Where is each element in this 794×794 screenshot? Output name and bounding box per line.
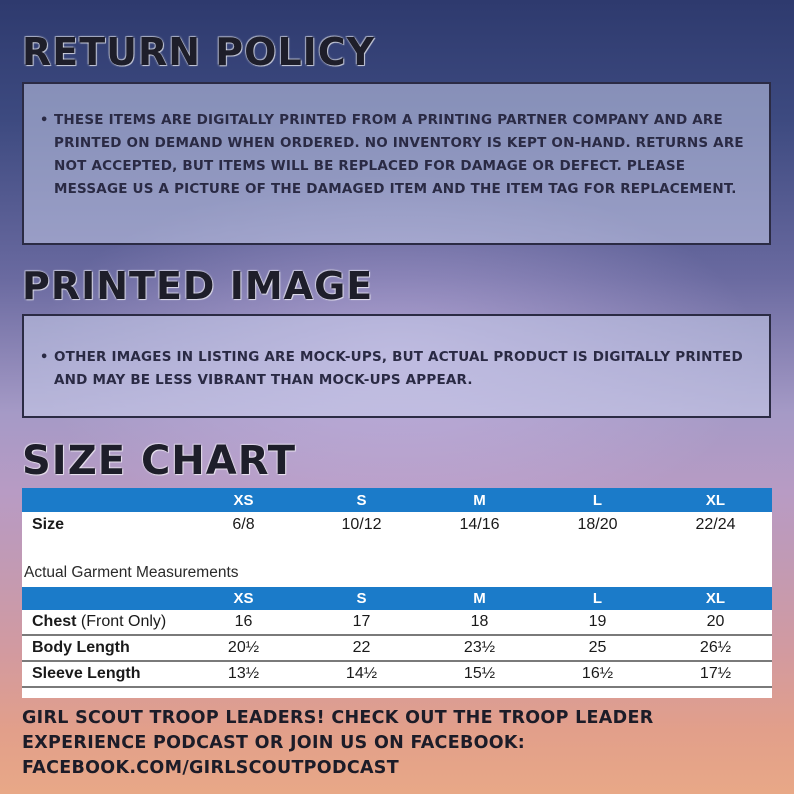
chest-row	[22, 610, 772, 636]
row-label	[22, 613, 180, 631]
header-cell-m: M	[473, 590, 486, 607]
row-label-note: (Front Only)	[76, 613, 167, 630]
table-cell: 22	[352, 639, 371, 656]
printed-image-bullet-item	[40, 346, 755, 392]
return-policy-box	[22, 82, 771, 245]
header-cell-m: M	[473, 491, 486, 509]
table-cell: 18/20	[577, 516, 618, 533]
table-cell: 14/16	[459, 516, 500, 533]
size-header-row	[22, 488, 772, 512]
row-label: Size	[32, 516, 65, 533]
footer-line-1: GIRL SCOUT TROOP LEADERS! CHECK OUT THE TROOP LEADER	[22, 708, 654, 728]
size-chart-heading: SIZE CHART	[22, 438, 297, 484]
row-label	[22, 665, 180, 683]
bullet-icon: •	[40, 350, 49, 365]
size-row	[22, 512, 772, 538]
table-cell: 25	[588, 639, 607, 656]
footer-line-2: EXPERIENCE PODCAST OR JOIN US ON FACEBOOK:	[22, 733, 526, 753]
table-cell: 18	[470, 613, 489, 630]
header-cell-xl: XL	[705, 491, 726, 509]
header-cell-xs: XS	[233, 590, 254, 607]
size-chart-table	[22, 488, 772, 698]
header-cell-s: S	[356, 491, 367, 509]
header-cell-l: L	[592, 491, 603, 509]
table-cell: 19	[588, 613, 607, 630]
return-policy-bullet-item	[40, 109, 755, 201]
row-label	[22, 639, 180, 657]
sleeve-length-row	[22, 662, 772, 688]
table-cell: 16½	[581, 665, 614, 682]
header-cell-xs: XS	[233, 491, 254, 509]
table-cell: 22/24	[695, 516, 736, 533]
table-cell: 20	[706, 613, 725, 630]
table-cell: 16	[234, 613, 253, 630]
return-policy-heading: RETURN POLICY	[22, 30, 376, 74]
header-cell-l: L	[592, 590, 603, 607]
table-cell: 26½	[699, 639, 732, 656]
printed-image-box	[22, 314, 771, 418]
printed-image-heading: PRINTED IMAGE	[22, 264, 374, 308]
header-cell-xl: XL	[705, 590, 726, 607]
header-cell-s: S	[356, 590, 367, 607]
table-cell: 14½	[345, 665, 378, 682]
row-label-main: Chest	[32, 613, 77, 630]
table-cell: 13½	[227, 665, 260, 682]
row-label-main: Body Length	[32, 639, 130, 656]
table-cell: 17½	[699, 665, 732, 682]
printed-image-text: OTHER IMAGES IN LISTING ARE MOCK-UPS, BUT ACTUAL PRODUCT IS DIGITALLY PRINTED AND MAY BE LESS VIBRANT THAN MOCK-UPS APPEAR.	[54, 349, 743, 388]
footer-promo	[22, 706, 782, 781]
table-cell: 10/12	[341, 516, 382, 533]
table-cell: 20½	[227, 639, 260, 656]
table-cell: 17	[352, 613, 371, 630]
footer-facebook-link[interactable]: FACEBOOK.COM/GIRLSCOUTPODCAST	[22, 758, 399, 778]
measurements-header-row	[22, 587, 772, 610]
body-length-row	[22, 636, 772, 662]
return-policy-text: THESE ITEMS ARE DIGITALLY PRINTED FROM A PRINTING PARTNER COMPANY AND ARE PRINTED ON DEMAND WHEN ORDERED. NO INVENTORY IS KEPT ON-HAND. RETURNS ARE NOT ACCEPTED, BUT ITEMS WILL BE REPLACED FOR DAMAGE OR DEFECT. PLEASE MESSAGE US A PICTURE OF THE DAMAGED ITEM AND THE ITEM TAG FOR REPLACEMENT.	[54, 112, 744, 197]
measurements-caption: Actual Garment Measurements	[24, 564, 239, 581]
table-cell: 15½	[463, 665, 496, 682]
row-label-main: Sleeve Length	[32, 665, 141, 682]
bullet-icon: •	[40, 113, 49, 128]
table-cell: 23½	[463, 639, 496, 656]
table-cell: 6/8	[232, 516, 255, 533]
